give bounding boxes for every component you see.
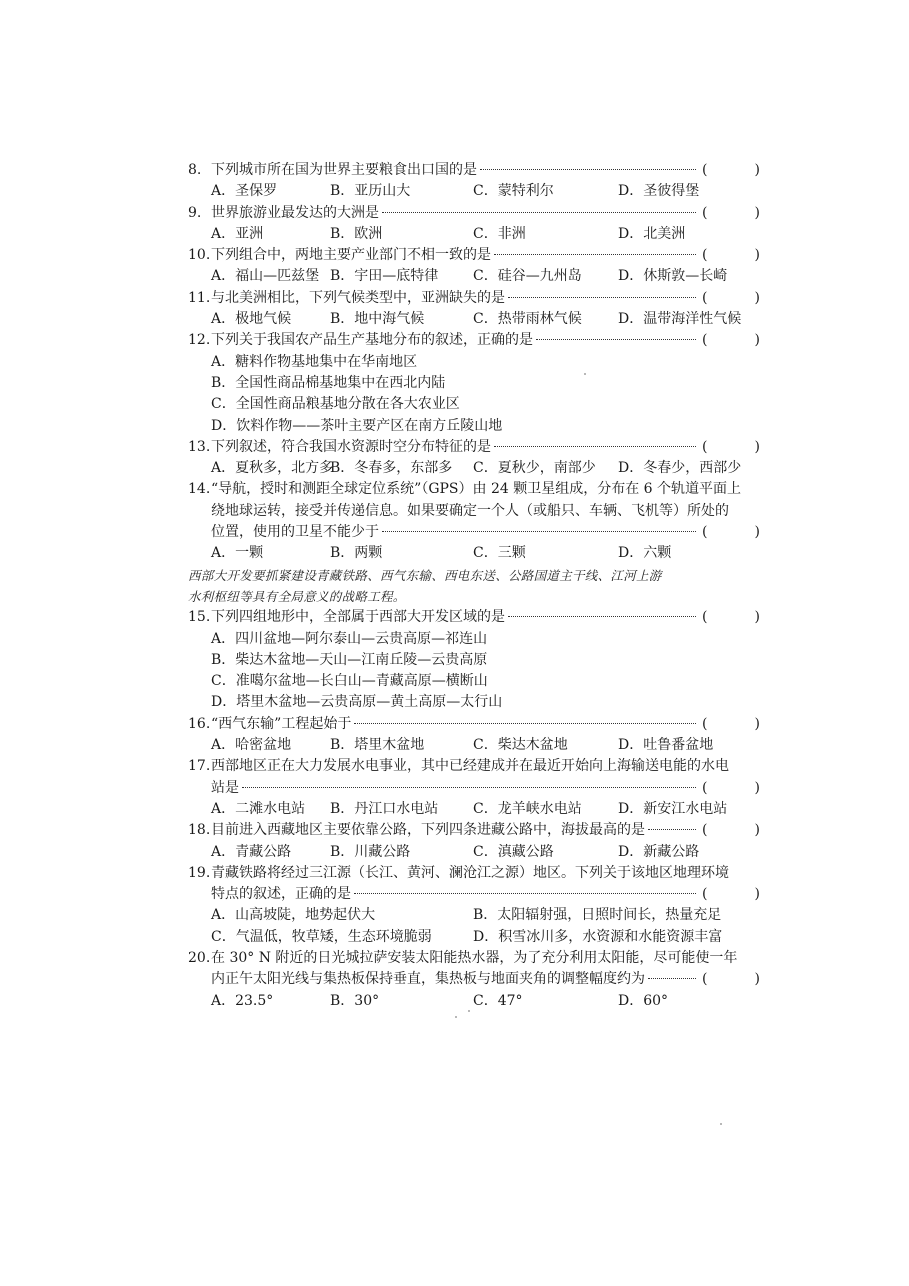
option-c: C．柴达木盆地 bbox=[473, 737, 568, 754]
answer-bracket-close: ) bbox=[754, 204, 760, 221]
options-row bbox=[188, 543, 760, 564]
options-row bbox=[188, 927, 760, 948]
leader-dots bbox=[354, 892, 696, 894]
option-b: B．柴达木盆地—天山—江南丘陵—云贵高原 bbox=[211, 651, 488, 668]
option-b: B．塔里木盆地 bbox=[330, 737, 425, 754]
option-a: A．山高坡陡，地势起伏大 bbox=[211, 907, 376, 924]
question-stem bbox=[188, 522, 760, 543]
question-stem-text: 内正午太阳光线与集热板保持垂直，集热板与地面夹角的调整幅度约为 bbox=[211, 971, 645, 988]
option-d: D．温带海洋性气候 bbox=[618, 311, 742, 328]
answer-bracket-open: ( bbox=[702, 779, 708, 796]
material-note bbox=[188, 565, 760, 608]
option-c: C．夏秋少，南部少 bbox=[473, 460, 596, 477]
answer-bracket bbox=[702, 203, 760, 224]
option-c: C．非洲 bbox=[473, 225, 526, 242]
options-row bbox=[188, 224, 760, 245]
answer-bracket-open: ( bbox=[702, 204, 708, 221]
question-stem bbox=[188, 820, 760, 841]
answer-bracket-open: ( bbox=[702, 162, 708, 178]
question-18 bbox=[188, 820, 760, 863]
answer-bracket-open: ( bbox=[702, 524, 708, 541]
answer-bracket-close: ) bbox=[754, 332, 760, 349]
option-b: B．地中海气候 bbox=[330, 311, 425, 328]
scan-speck bbox=[720, 1123, 722, 1125]
answer-bracket-open: ( bbox=[702, 289, 708, 306]
question-number: 8. bbox=[188, 162, 202, 178]
leader-dots bbox=[648, 828, 696, 830]
leader-dots bbox=[382, 211, 696, 213]
option-b: B．川藏公路 bbox=[330, 843, 411, 860]
question-stem bbox=[188, 160, 760, 181]
option-b: B．30° bbox=[330, 992, 380, 1009]
answer-bracket-close: ) bbox=[754, 438, 760, 455]
question-stem bbox=[188, 437, 760, 458]
option-c: C．气温低，牧草矮，生态环境脆弱 bbox=[211, 928, 432, 945]
leader-dots bbox=[648, 977, 696, 979]
answer-bracket-open: ( bbox=[702, 247, 708, 264]
question-number: 11. bbox=[188, 289, 211, 306]
question-number: 16. bbox=[188, 715, 211, 732]
option-a: A．圣保罗 bbox=[211, 183, 278, 200]
option-a: A．夏秋多，北方多 bbox=[211, 460, 334, 477]
question-stem-text: 在 30° N 附近的日光城拉萨安装太阳能热水器，为了充分利用太阳能，尽可能使一年 bbox=[211, 949, 738, 966]
answer-bracket-close: ) bbox=[754, 971, 760, 988]
answer-bracket bbox=[702, 607, 760, 628]
option-b: B．欧洲 bbox=[330, 225, 383, 242]
answer-bracket-open: ( bbox=[702, 822, 708, 839]
answer-bracket bbox=[702, 820, 760, 841]
question-9 bbox=[188, 203, 760, 246]
question-stem bbox=[188, 778, 760, 799]
answer-bracket-close: ) bbox=[754, 162, 760, 178]
option-d: D．吐鲁番盆地 bbox=[618, 737, 714, 754]
option-a: A．二滩水电站 bbox=[211, 800, 306, 817]
answer-bracket-close: ) bbox=[754, 822, 760, 839]
option-c: C．全国性商品粮基地分散在各大农业区 bbox=[211, 396, 460, 413]
option-b: B．太阳辐射强，日照时间长，热量充足 bbox=[473, 907, 722, 924]
question-stem-text: 青藏铁路将经过三江源（长江、黄河、澜沧江之源）地区。下列关于该地区地理环境 bbox=[211, 864, 729, 881]
question-stem-line bbox=[188, 863, 760, 884]
question-stem-text: 西部地区正在大力发展水电事业，其中已经建成并在最近开始向上海输送电能的水电 bbox=[211, 758, 729, 775]
option-d: D．新安江水电站 bbox=[618, 800, 728, 817]
leader-dots bbox=[508, 296, 696, 298]
option-a: A．极地气候 bbox=[211, 311, 292, 328]
question-stem-text: 下列城市所在国为世界主要粮食出口国的是 bbox=[211, 162, 477, 178]
options-row bbox=[188, 309, 760, 330]
scan-speck bbox=[468, 1010, 470, 1012]
answer-bracket bbox=[702, 714, 760, 735]
leader-dots bbox=[494, 253, 696, 255]
options-row bbox=[188, 266, 760, 287]
leader-dots bbox=[382, 530, 696, 532]
answer-bracket-open: ( bbox=[702, 609, 708, 626]
question-11 bbox=[188, 288, 760, 331]
option-d: D．圣彼得堡 bbox=[618, 183, 700, 200]
option-c: C．龙羊峡水电站 bbox=[473, 800, 582, 817]
question-number: 19. bbox=[188, 864, 211, 881]
question-12 bbox=[188, 330, 760, 436]
options-row bbox=[188, 799, 760, 820]
leader-dots bbox=[536, 338, 696, 340]
option-d: D．六颗 bbox=[618, 545, 672, 562]
question-stem-line bbox=[188, 756, 760, 777]
question-13 bbox=[188, 437, 760, 480]
options-row bbox=[188, 991, 760, 1012]
answer-bracket bbox=[702, 160, 760, 181]
option-c: C．三颗 bbox=[473, 545, 526, 562]
question-stem-text: 下列组合中，两地主要产业部门不相一致的是 bbox=[211, 247, 491, 264]
option-d: D．积雪冰川多，水资源和水能资源丰富 bbox=[473, 928, 723, 945]
question-stem-line bbox=[188, 948, 760, 969]
question-number: 13. bbox=[188, 438, 211, 455]
question-stem bbox=[188, 245, 760, 266]
question-stem bbox=[188, 607, 760, 628]
question-number: 10. bbox=[188, 247, 211, 264]
answer-bracket bbox=[702, 969, 760, 990]
option-b: B．亚历山大 bbox=[330, 183, 411, 200]
option-a: A．一颗 bbox=[211, 545, 264, 562]
question-number: 18. bbox=[188, 822, 211, 839]
question-stem bbox=[188, 288, 760, 309]
answer-bracket-open: ( bbox=[702, 886, 708, 903]
question-stem bbox=[188, 714, 760, 735]
answer-bracket-open: ( bbox=[702, 438, 708, 455]
answer-bracket bbox=[702, 778, 760, 799]
answer-bracket-close: ) bbox=[754, 524, 760, 541]
question-stem-text: 下列关于我国农产品生产基地分布的叙述，正确的是 bbox=[211, 332, 533, 349]
question-stem-text: 与北美洲相比，下列气候类型中，亚洲缺失的是 bbox=[211, 289, 505, 306]
material-note-line: 水利枢纽等具有全局意义的战略工程。 bbox=[188, 588, 406, 604]
question-number: 15. bbox=[188, 609, 211, 626]
answer-bracket bbox=[702, 330, 760, 351]
question-16 bbox=[188, 714, 760, 757]
question-stem-text: 世界旅游业最发达的大洲是 bbox=[211, 204, 379, 221]
question-stem-text: 站是 bbox=[211, 779, 239, 796]
answer-bracket-close: ) bbox=[754, 609, 760, 626]
leader-dots bbox=[480, 168, 696, 170]
question-19 bbox=[188, 863, 760, 948]
question-number: 12. bbox=[188, 332, 211, 349]
options-row bbox=[188, 181, 760, 202]
answer-bracket bbox=[702, 245, 760, 266]
option-b: B．宇田—底特律 bbox=[330, 268, 439, 285]
answer-bracket-close: ) bbox=[754, 779, 760, 796]
option-a: A．23.5° bbox=[211, 992, 274, 1009]
question-stem bbox=[188, 330, 760, 351]
question-stem bbox=[188, 884, 760, 905]
question-15 bbox=[188, 607, 760, 713]
answer-bracket-open: ( bbox=[702, 971, 708, 988]
question-stem-text: 下列叙述，符合我国水资源时空分布特征的是 bbox=[211, 438, 491, 455]
options-row bbox=[188, 842, 760, 863]
option-c: C．滇藏公路 bbox=[473, 843, 554, 860]
option-b: B．全国性商品棉基地集中在西北内陆 bbox=[211, 374, 446, 391]
material-note-line: 西部大开发要抓紧建设青藏铁路、西气东输、西电东送、公路国道主干线、江河上游 bbox=[188, 567, 662, 583]
option-d: D．北美洲 bbox=[618, 225, 686, 242]
question-20 bbox=[188, 948, 760, 1012]
question-stem-text: 绕地球运转，接受并传递信息。如果要确定一个人（或船只、车辆、飞机等）所处的 bbox=[211, 502, 729, 519]
question-17 bbox=[188, 756, 760, 820]
question-8 bbox=[188, 160, 760, 203]
option-d: D．冬春少，西部少 bbox=[618, 460, 742, 477]
answer-bracket-open: ( bbox=[702, 715, 708, 732]
question-number: 14. bbox=[188, 481, 211, 498]
answer-bracket bbox=[702, 522, 760, 543]
answer-bracket-close: ) bbox=[754, 247, 760, 264]
question-10 bbox=[188, 245, 760, 288]
question-stem-text: 下列四组地形中，全部属于西部大开发区域的是 bbox=[211, 609, 505, 626]
options-row bbox=[188, 905, 760, 926]
option-b: B．两颗 bbox=[330, 545, 383, 562]
option-a: A．亚洲 bbox=[211, 225, 264, 242]
question-stem-text: “导航，授时和测距全球定位系统”（GPS）由 24 颗卫星组成，分布在 6 个轨道平面上 bbox=[211, 481, 742, 498]
option-d: D．新藏公路 bbox=[618, 843, 700, 860]
option-d: D．塔里木盆地—云贵高原—黄土高原—太行山 bbox=[211, 694, 503, 711]
question-number: 17. bbox=[188, 758, 211, 775]
leader-dots bbox=[494, 445, 696, 447]
scan-speck bbox=[455, 1016, 457, 1018]
question-stem-text: 特点的叙述，正确的是 bbox=[211, 886, 351, 903]
option-a: A．糖料作物基地集中在华南地区 bbox=[211, 353, 418, 370]
leader-dots bbox=[242, 786, 696, 788]
answer-bracket bbox=[702, 288, 760, 309]
option-a: A．福山—匹兹堡 bbox=[211, 268, 320, 285]
option-d: D．60° bbox=[618, 992, 669, 1009]
option-b: B．丹江口水电站 bbox=[330, 800, 439, 817]
question-number: 20. bbox=[188, 949, 211, 966]
answer-bracket bbox=[702, 884, 760, 905]
options-row bbox=[188, 735, 760, 756]
option-c: C．准噶尔盆地—长白山—青藏高原—横断山 bbox=[211, 673, 488, 690]
option-c: C．硅谷—九州岛 bbox=[473, 268, 582, 285]
option-a: A．四川盆地—阿尔泰山—云贵高原—祁连山 bbox=[211, 630, 488, 647]
leader-dots bbox=[508, 615, 696, 617]
question-stem-line bbox=[188, 479, 760, 500]
answer-bracket bbox=[702, 437, 760, 458]
option-d: D．饮料作物——茶叶主要产区在南方丘陵山地 bbox=[211, 417, 503, 434]
scan-speck bbox=[584, 373, 586, 375]
options-row bbox=[188, 458, 760, 479]
question-stem bbox=[188, 969, 760, 990]
question-stem bbox=[188, 203, 760, 224]
question-stem-text: “西气东输”工程起始于 bbox=[211, 715, 352, 732]
option-b: B．冬春多，东部多 bbox=[330, 460, 453, 477]
answer-bracket-close: ) bbox=[754, 289, 760, 306]
answer-bracket-open: ( bbox=[702, 332, 708, 349]
option-a: A．哈密盆地 bbox=[211, 737, 292, 754]
option-c: C．蒙特利尔 bbox=[473, 183, 554, 200]
question-14 bbox=[188, 479, 760, 564]
answer-bracket-close: ) bbox=[754, 886, 760, 903]
option-d: D．休斯敦—长崎 bbox=[618, 268, 728, 285]
option-c: C．热带雨林气候 bbox=[473, 311, 582, 328]
question-stem-text: 目前进入西藏地区主要依靠公路，下列四条进藏公路中，海拔最高的是 bbox=[211, 822, 645, 839]
question-number: 9. bbox=[188, 204, 202, 221]
option-a: A．青藏公路 bbox=[211, 843, 292, 860]
question-stem-text: 位置，使用的卫星不能少于 bbox=[211, 524, 379, 541]
answer-bracket-close: ) bbox=[754, 715, 760, 732]
question-list bbox=[188, 160, 760, 1012]
option-c: C．47° bbox=[473, 992, 523, 1009]
leader-dots bbox=[354, 722, 696, 724]
question-stem-line bbox=[188, 501, 760, 522]
